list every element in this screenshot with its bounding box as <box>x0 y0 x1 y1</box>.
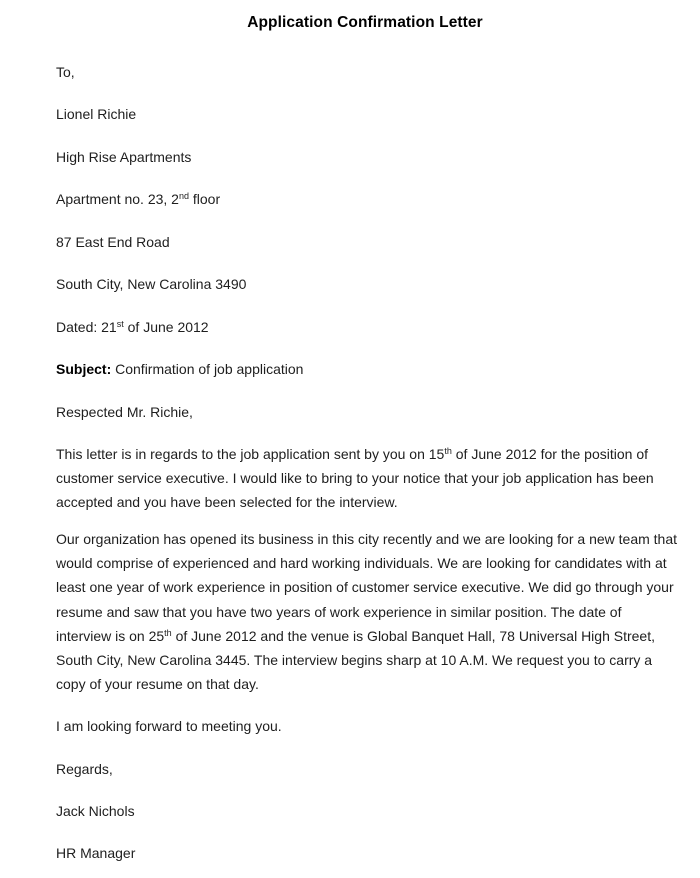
subject-label: Subject: <box>56 361 112 377</box>
salutation-to: To, <box>56 64 75 80</box>
date-ordinal: st <box>116 319 124 329</box>
body-paragraph-2 <box>56 527 678 696</box>
paragraph-2-text-end: of June 2012 and the venue is Global Banquet Hall, 78 Universal High Street, South City, New Carolina 3445. The interview begins sharp at 10 A.M. We request you to carry a copy of your resume on that day. <box>56 627 655 693</box>
apartment-text: Apartment no. 23, 2 <box>56 191 179 207</box>
date-text: Dated: 21 <box>56 319 117 335</box>
greeting: Respected Mr. Richie, <box>56 404 193 420</box>
signer-name: Jack Nichols <box>56 803 135 819</box>
recipient-building: High Rise Apartments <box>56 149 192 165</box>
paragraph-1-text-end: of June 2012 for the position of customer service executive. I would like to bring to your notice that your job application has been accepted and you have been selected for the interview. <box>56 446 654 511</box>
subject-line <box>56 359 303 379</box>
paragraph-2-text-start: Our organization has opened its business in this city recently and we are looking for a new team that would comprise of experienced and hard working individuals. We are looking for candidates with at least one year of work experience in position of customer service executive. We did go through your resume and saw that you have two years of work experience in similar position. The date of interview is on 25 <box>56 531 678 644</box>
recipient-city: South City, New Carolina 3490 <box>56 276 247 292</box>
page-title: Application Confirmation Letter <box>247 14 483 31</box>
paragraph-1-text-start: This letter is in regards to the job application sent by you on 15 <box>56 446 445 462</box>
closing-line: I am looking forward to meeting you. <box>56 718 282 734</box>
letter-date <box>56 317 209 337</box>
paragraph-2-ordinal: th <box>164 627 172 638</box>
recipient-name: Lionel Richie <box>56 106 137 122</box>
regards: Regards, <box>56 761 113 777</box>
apartment-floor: floor <box>188 191 221 207</box>
apartment-ordinal: nd <box>178 191 189 201</box>
subject-text: Confirmation of job application <box>111 361 304 377</box>
paragraph-1-ordinal: th <box>444 446 452 456</box>
recipient-street: 87 East End Road <box>56 234 170 250</box>
date-month-year: of June 2012 <box>123 319 209 335</box>
signer-title: HR Manager <box>56 845 136 861</box>
recipient-apartment <box>56 189 220 209</box>
body-paragraph-1 <box>56 442 678 515</box>
